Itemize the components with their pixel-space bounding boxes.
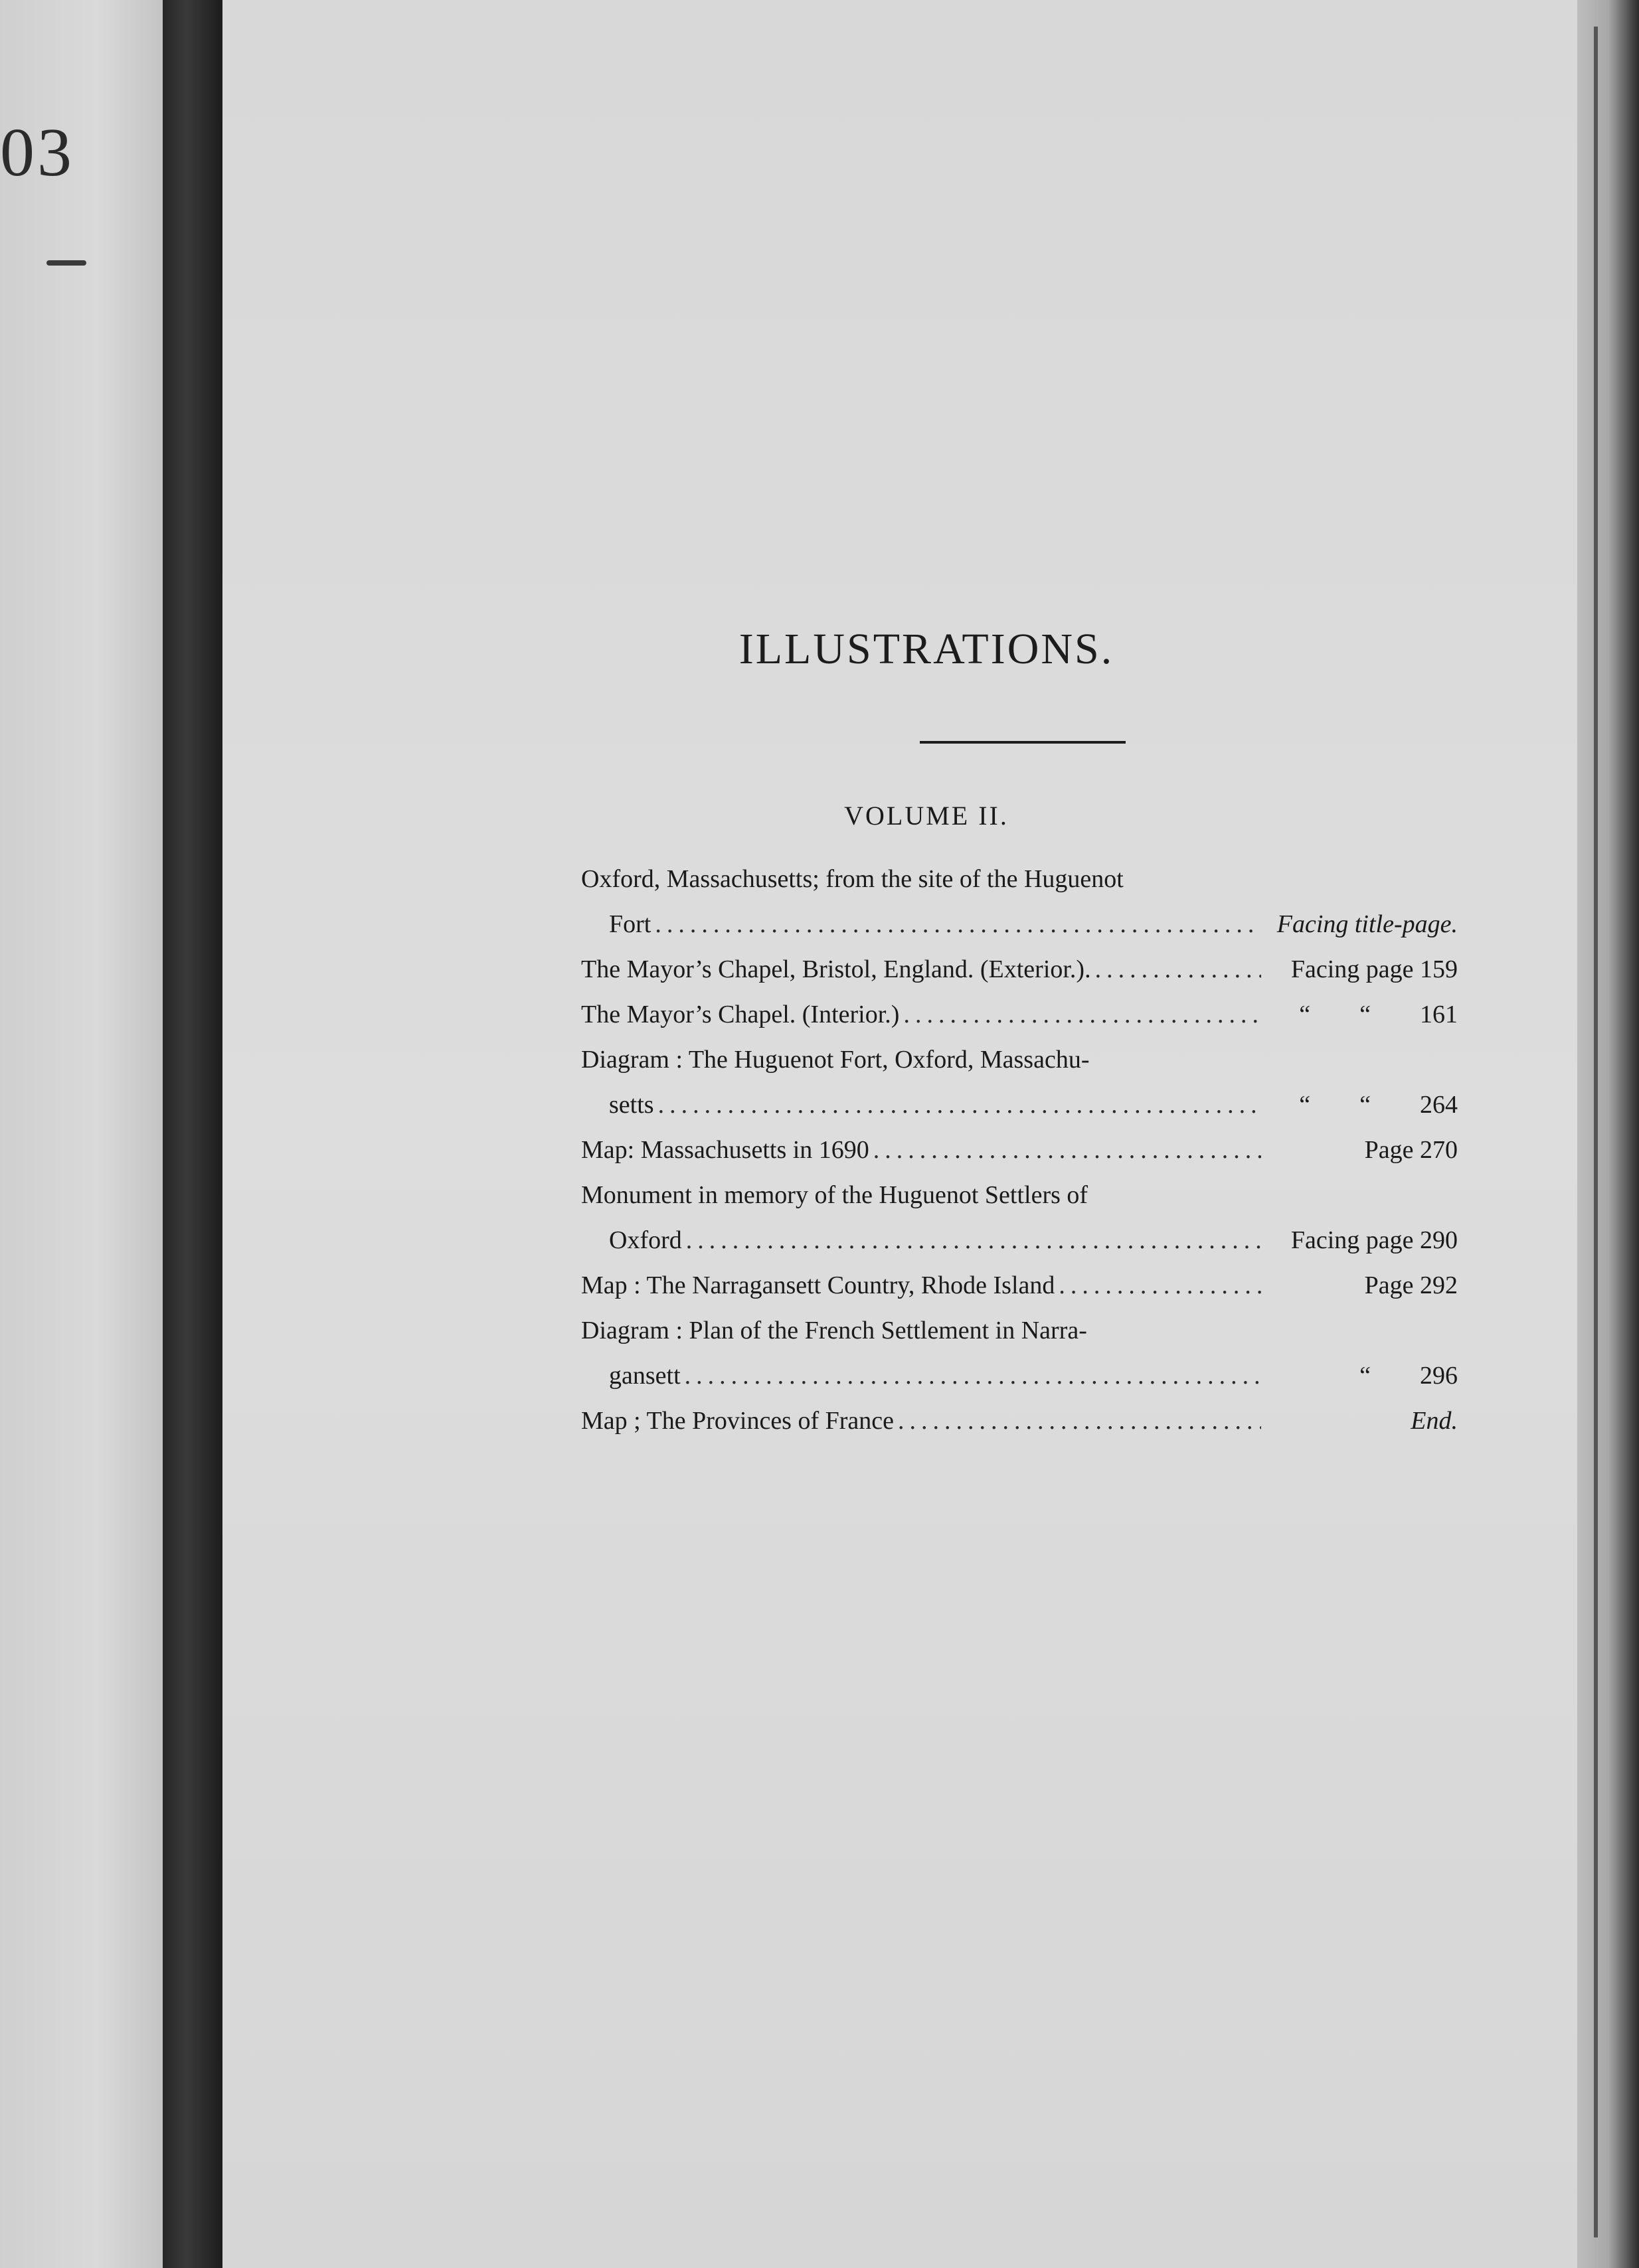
volume-heading: VOLUME II. <box>844 801 1009 831</box>
page-fore-edge <box>1577 0 1639 2268</box>
entry-caption-line: Diagram : Plan of the French Settlement in Narra- <box>581 1317 1087 1344</box>
entry-caption: The Mayor’s Chapel. (Interior.) <box>581 1001 900 1028</box>
list-item <box>581 1398 1458 1443</box>
page-number: 296 <box>1420 1362 1458 1390</box>
entry-caption: Map : The Narragansett Country, Rhode Island <box>581 1271 1055 1299</box>
dot-leader <box>658 1082 1261 1127</box>
entry-line <box>581 1263 1458 1308</box>
entry-caption: Map ; The Provinces of France <box>581 1407 895 1435</box>
entry-caption: Fort <box>609 910 651 938</box>
page-title: ILLUSTRATIONS. <box>738 625 1114 673</box>
entry-caption: Oxford <box>609 1226 682 1254</box>
ditto-mark: “ <box>1299 1091 1311 1119</box>
facing-page-mark <box>46 260 86 266</box>
dot-leader <box>903 992 1261 1037</box>
ditto-mark: “ <box>1299 1001 1311 1028</box>
list-item <box>581 1037 1458 1127</box>
entry-caption: Map: Massachusetts in 1690 <box>581 1136 869 1164</box>
page-reference: Facing page 159 <box>1290 955 1458 983</box>
page-number: 264 <box>1420 1091 1458 1119</box>
list-item <box>581 1173 1458 1263</box>
entry-line <box>581 1082 1458 1127</box>
book-gutter <box>163 0 222 2268</box>
list-item <box>581 1308 1458 1398</box>
dot-leader <box>898 1398 1261 1443</box>
entry-caption-line: Monument in memory of the Huguenot Settlers of <box>581 1181 1088 1209</box>
entry-line <box>581 1218 1458 1263</box>
list-item <box>581 992 1458 1037</box>
page-reference: Page 292 <box>1364 1271 1458 1299</box>
list-item <box>581 947 1458 992</box>
entry-line <box>581 1398 1458 1443</box>
dot-leader <box>655 902 1261 947</box>
illustrations-list <box>581 856 1458 1443</box>
entry-line <box>581 992 1458 1037</box>
page-number: 161 <box>1420 1001 1458 1028</box>
page-edge-line <box>1594 27 1598 2237</box>
entry-line <box>581 947 1458 992</box>
facing-page-edge <box>0 0 163 2268</box>
page-reference <box>1265 992 1458 1037</box>
ditto-mark: “ <box>1359 1091 1371 1119</box>
list-item <box>581 1127 1458 1173</box>
page-reference: Page 270 <box>1364 1136 1458 1164</box>
page-reference <box>1265 1353 1458 1398</box>
book-page <box>222 0 1577 2268</box>
list-item <box>581 856 1458 947</box>
ditto-mark: “ <box>1359 1001 1371 1028</box>
entry-caption-line: Diagram : The Huguenot Fort, Oxford, Massachu- <box>581 1046 1090 1074</box>
page-reference: End. <box>1411 1407 1458 1435</box>
entry-caption: gansett <box>609 1362 681 1390</box>
entry-line <box>581 1353 1458 1398</box>
dot-leader <box>1095 947 1261 992</box>
title-rule <box>920 741 1126 744</box>
entry-caption: The Mayor’s Chapel, Bristol, England. (Exterior.). <box>581 955 1091 983</box>
dot-leader <box>685 1353 1261 1398</box>
entry-caption-line: Oxford, Massachusetts; from the site of the Huguenot <box>581 865 1124 893</box>
list-item <box>581 1263 1458 1308</box>
dot-leader <box>686 1218 1261 1263</box>
dot-leader <box>1059 1263 1261 1308</box>
page-reference <box>1265 1082 1458 1127</box>
facing-page-number: 03 <box>0 114 74 191</box>
entry-line <box>581 1127 1458 1173</box>
dot-leader <box>873 1127 1261 1173</box>
page-reference: Facing title-page. <box>1276 910 1458 938</box>
entry-line <box>581 902 1458 947</box>
ditto-mark: “ <box>1359 1362 1371 1390</box>
page-reference: Facing page 290 <box>1290 1226 1458 1254</box>
entry-caption: setts <box>609 1091 654 1119</box>
